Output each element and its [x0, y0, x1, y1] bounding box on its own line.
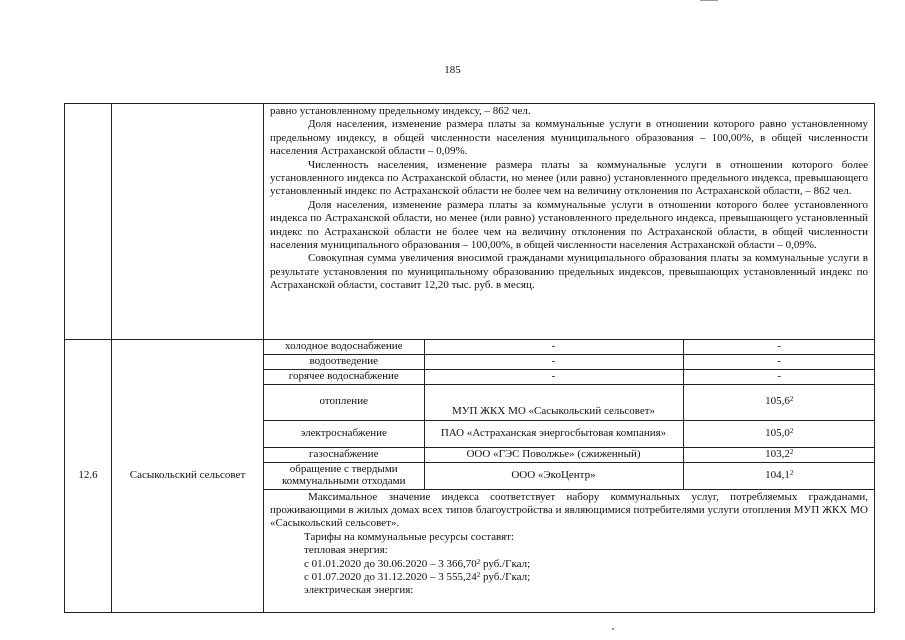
paragraph: Совокупная сумма увеличения вносимой гражданами муниципального образования платы за коммунальные услуги в результате установления по муниципальному образованию предельных индексов, превышающих установленный индекс по Астраханской области, составит 12,20 тыс. руб. в месяц. — [270, 252, 868, 292]
service-name: водоотведение — [264, 354, 424, 369]
index-value: 105,6 — [765, 395, 790, 408]
tariff-unit: руб./Гкал; — [480, 557, 531, 570]
footnote-mark: 2 — [789, 426, 794, 435]
service-index — [683, 369, 875, 384]
service-provider: - — [424, 354, 683, 369]
tariff-text: с 01.07.2020 до 31.12.2020 – 3 555,24 — [304, 570, 477, 583]
footnote-mark: 2 — [476, 570, 481, 579]
scan-mark — [700, 0, 718, 1]
service-provider: - — [424, 369, 683, 384]
service-index — [683, 354, 875, 369]
service-row — [264, 420, 875, 447]
service-row — [264, 369, 875, 384]
service-row — [264, 447, 875, 462]
service-provider: ПАО «Астраханская энергосбытовая компания» — [424, 420, 683, 447]
index-value: 103,2 — [765, 447, 790, 460]
row-number-cell-empty — [65, 104, 112, 340]
footnote-mark: 2 — [789, 395, 794, 404]
tariff-text: с 01.01.2020 до 30.06.2020 – 3 366,70 — [304, 557, 477, 570]
services-table — [264, 340, 875, 490]
tariff-unit: руб./Гкал; — [480, 570, 531, 583]
service-index — [683, 340, 875, 354]
service-row — [264, 384, 875, 420]
index-value: 104,1 — [765, 468, 790, 481]
heat-tariff-line — [270, 571, 868, 584]
service-name: газоснабжение — [264, 447, 424, 462]
electric-heading: электрическая энергия: — [304, 584, 414, 597]
paragraph: Доля населения, изменение размера платы за коммунальные услуги в отношении которого равно установленному предельному индексу, в общей численности населения муниципального образования – 100,00%, в общей численности населения Астраханской области – 0,09%. — [270, 118, 868, 158]
municipality-name: Сасыкольский сельсовет — [112, 340, 264, 613]
sasykol-text-block — [264, 490, 874, 600]
table-row-previous — [65, 104, 875, 340]
page-number: 185 — [444, 64, 461, 76]
previous-text-block — [264, 104, 874, 295]
previous-text-cell — [264, 104, 875, 340]
row-number: 12.6 — [65, 340, 112, 613]
service-provider: ООО «ГЭС Поволжье» (сжиженный) — [424, 447, 683, 462]
indices-table — [64, 103, 875, 613]
index-value: - — [777, 369, 782, 382]
index-value: - — [777, 340, 782, 352]
service-row — [264, 354, 875, 369]
service-name: холодное водоснабжение — [264, 340, 424, 354]
service-index — [683, 447, 875, 462]
paragraph: Максимальное значение индекса соответствует набору коммунальных услуг, потребляемых гражданами, проживающими в жилых домах всех типов благоустройства и являющимися потребителями услуги отопления МУП ЖКХ МО «Сасыкольский сельсовет». — [270, 490, 868, 530]
municipality-cell-empty — [112, 104, 264, 340]
footnote-mark: 2 — [476, 557, 481, 566]
heat-tariff-line — [270, 558, 868, 571]
service-name: отопление — [264, 384, 424, 420]
footnote-mark: 2 — [789, 468, 794, 477]
service-name: обращение с твердыми коммунальными отходами — [264, 462, 424, 489]
tariffs-heading: Тарифы на коммунальные ресурсы составят: — [304, 530, 515, 543]
paragraph: равно установленному предельному индексу, – 862 чел. — [270, 105, 531, 117]
service-row — [264, 462, 875, 489]
table-row-sasykol — [65, 340, 875, 613]
service-provider: ООО «ЭкоЦентр» — [424, 462, 683, 489]
services-and-text-cell — [264, 340, 875, 613]
service-row — [264, 340, 875, 354]
index-value: 105,0 — [765, 426, 790, 439]
service-name: электроснабжение — [264, 420, 424, 447]
heat-heading: тепловая энергия: — [304, 544, 388, 557]
service-index — [683, 462, 875, 489]
footnote-mark: 2 — [789, 447, 794, 456]
paragraph: Доля населения, изменение размера платы за коммунальные услуги в отношении которого более установленного индекса по Астраханской области, но менее (или равно) установленного предельного индекса, превышающего установленный индекс по Астраханской области не более чем на величину отклонения по Астраханской области, в общей численности населения муниципального образования – 100,00%, в общей численности населения Астраханской области – 0,09%. — [270, 198, 868, 252]
service-name: горячее водоснабжение — [264, 369, 424, 384]
service-provider: МУП ЖКХ МО «Сасыкольский сельсовет» — [424, 384, 683, 420]
paragraph: Численность населения, изменение размера платы за коммунальные услуги в отношении которого более установленного индекса по Астраханской области, но менее (или равно) установленного предельного индекса, превышающего установленный индекс по Астраханской области не более чем на величину отклонения по Астраханской области, – 862 чел. — [270, 158, 868, 198]
service-index — [683, 384, 875, 420]
service-provider: - — [424, 340, 683, 354]
scan-dot — [612, 628, 614, 630]
index-value: - — [777, 354, 782, 367]
service-index — [683, 420, 875, 447]
